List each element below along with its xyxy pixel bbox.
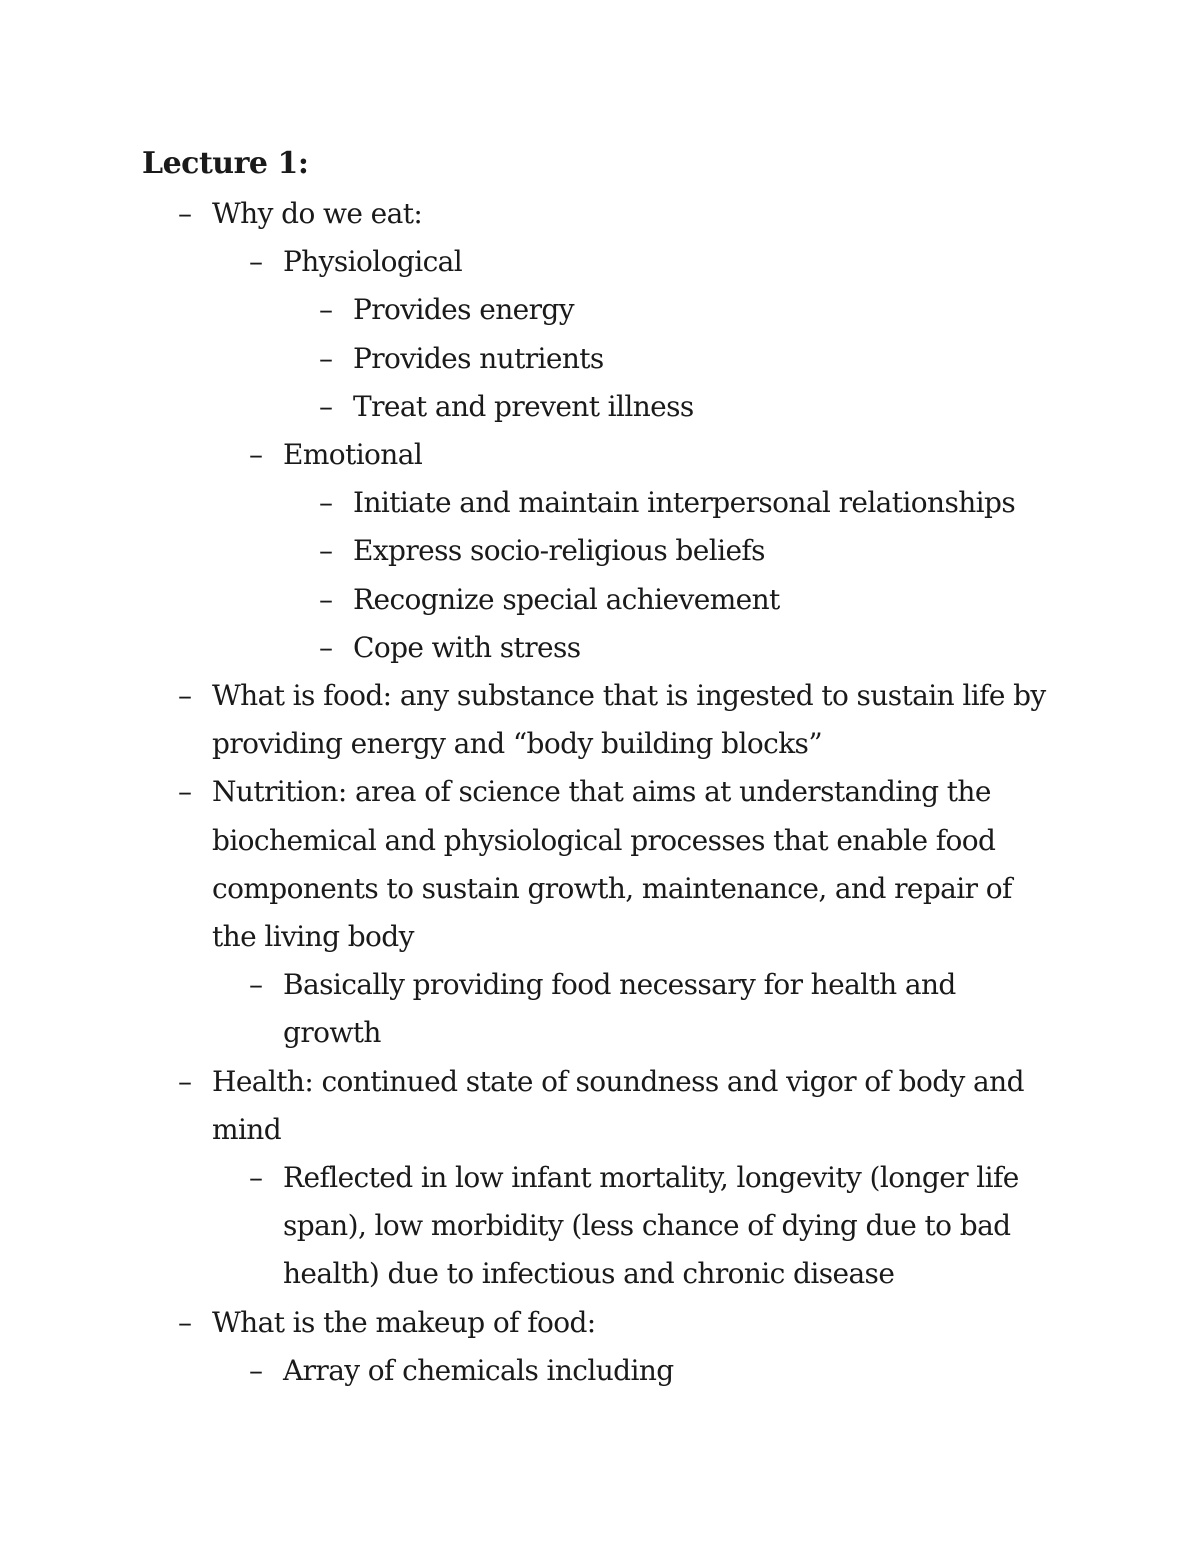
list-item-text: What is food: any substance that is ingested to sustain life by providing energy and “body building blocks” bbox=[212, 679, 1046, 761]
list-item bbox=[0, 768, 1047, 961]
list-item bbox=[0, 431, 1047, 479]
list-item bbox=[0, 1299, 1047, 1347]
dash-bullet: – bbox=[178, 1305, 192, 1339]
dash-bullet: – bbox=[178, 1064, 192, 1098]
list-item bbox=[0, 576, 1053, 624]
list-item-text: Why do we eat: bbox=[212, 197, 423, 230]
list-item bbox=[0, 527, 1053, 575]
list-item bbox=[0, 479, 1053, 527]
list-item-text: Initiate and maintain interpersonal relationships bbox=[353, 486, 1016, 520]
dash-bullet: – bbox=[249, 1353, 263, 1387]
list-item-text: Treat and prevent illness bbox=[353, 389, 694, 423]
dash-bullet: – bbox=[178, 197, 192, 230]
list-item-text: What is the makeup of food: bbox=[212, 1305, 596, 1339]
dash-bullet: – bbox=[319, 582, 333, 616]
list-item-text: Reflected in low infant mortality, longevity (longer life span), low morbidity (less chance of dying due to bad health) due to infectious and chronic disease bbox=[283, 1161, 1019, 1291]
dash-bullet: – bbox=[178, 775, 192, 809]
list-item bbox=[0, 383, 1053, 431]
list-item-text: Basically providing food necessary for health and growth bbox=[283, 968, 956, 1050]
dash-bullet: – bbox=[249, 1161, 263, 1195]
dash-bullet: – bbox=[319, 341, 333, 375]
list-item-text: Recognize special achievement bbox=[353, 582, 780, 616]
list-item bbox=[0, 1347, 1047, 1395]
list-item bbox=[0, 624, 1053, 672]
page-title: Lecture 1: bbox=[142, 146, 309, 181]
list-item bbox=[0, 672, 1047, 768]
list-item-text: Express socio-religious beliefs bbox=[353, 534, 765, 568]
dash-bullet: – bbox=[319, 486, 333, 520]
dash-bullet: – bbox=[319, 293, 333, 327]
list-item-text: Provides nutrients bbox=[353, 341, 604, 375]
list-item bbox=[0, 1058, 1047, 1154]
dash-bullet: – bbox=[249, 245, 263, 279]
list-item-text: Physiological bbox=[283, 245, 463, 279]
dash-bullet: – bbox=[249, 968, 263, 1002]
list-item-text: Emotional bbox=[283, 438, 423, 472]
list-item bbox=[0, 190, 1047, 238]
list-item-text: Health: continued state of soundness and vigor of body and mind bbox=[212, 1064, 1024, 1146]
outline-list bbox=[0, 190, 1200, 1395]
list-item-text: Cope with stress bbox=[353, 630, 581, 664]
list-item-text: Array of chemicals including bbox=[283, 1353, 674, 1387]
dash-bullet: – bbox=[319, 389, 333, 423]
list-item-text: Nutrition: area of science that aims at understanding the biochemical and physiological processes that enable food components to sustain growth, maintenance, and repair of the living body bbox=[212, 775, 1012, 954]
list-item bbox=[0, 286, 1053, 334]
dash-bullet: – bbox=[178, 679, 192, 713]
dash-bullet: – bbox=[319, 534, 333, 568]
list-item bbox=[0, 1154, 1047, 1299]
dash-bullet: – bbox=[319, 630, 333, 664]
dash-bullet: – bbox=[249, 438, 263, 472]
list-item bbox=[0, 961, 1047, 1057]
list-item bbox=[0, 238, 1047, 286]
list-item bbox=[0, 335, 1053, 383]
list-item-text: Provides energy bbox=[353, 293, 574, 327]
